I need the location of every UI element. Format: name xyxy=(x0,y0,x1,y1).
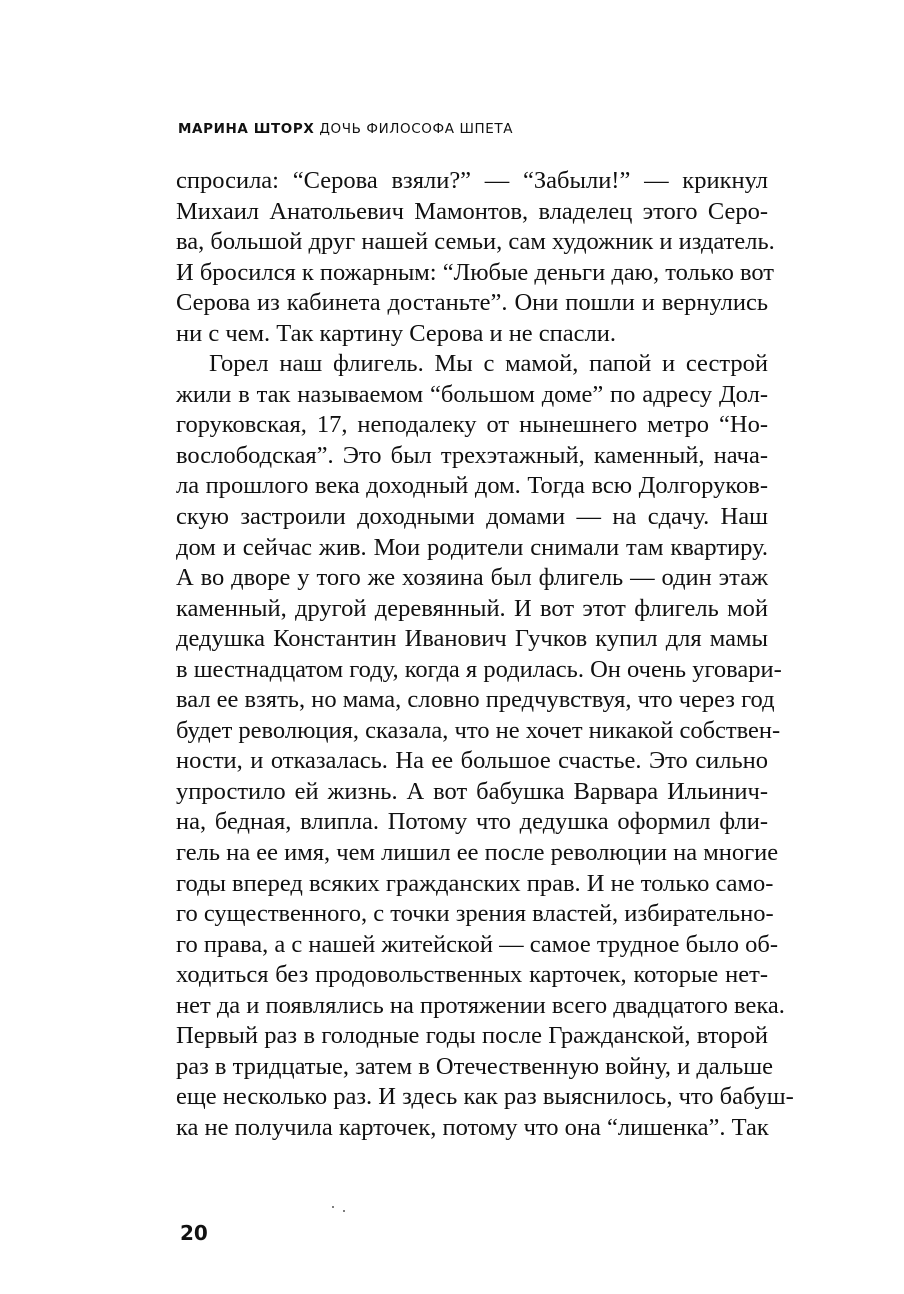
running-head xyxy=(178,121,513,137)
text-line: раз в тридцатые, затем в Отечественную войну, и дальше xyxy=(176,1052,774,1080)
text-line: нет да и появлялись на протяжении всего двадцатого века. xyxy=(176,991,785,1019)
text-line: ва, большой друг нашей семьи, сам художник и издатель. xyxy=(176,228,775,256)
text-line: ла прошлого века доходный дом. Тогда всю Долгоруков- xyxy=(176,472,768,500)
text-line: в шестнадцатом году, когда я родилась. Он очень уговари- xyxy=(176,655,782,683)
print-speck xyxy=(332,1206,334,1208)
text-line: каменный, другой деревянный. И вот этот флигель мой xyxy=(176,594,768,622)
text-line: гель на ее имя, чем лишил ее после революции на многие xyxy=(176,839,779,867)
text-line: горуковская, 17, неподалеку от нынешнего метро “Но- xyxy=(176,411,768,439)
text-line: ходиться без продовольственных карточек, которые нет- xyxy=(176,961,768,989)
page-number: 20 xyxy=(180,1221,208,1245)
text-line: вослободская”. Это был трехэтажный, каменный, нача- xyxy=(176,441,768,469)
text-line: А во дворе у того же хозяина был флигель — один этаж xyxy=(176,564,768,592)
text-line: Михаил Анатольевич Мамонтов, владелец этого Серо- xyxy=(176,197,768,225)
text-line: годы вперед всяких гражданских прав. И не только само- xyxy=(176,869,774,897)
text-line: будет революция, сказала, что не хочет никакой собствен- xyxy=(176,716,781,744)
text-line: Горел наш флигель. Мы с мамой, папой и сестрой xyxy=(209,350,768,378)
running-head-title: ДОЧЬ ФИЛОСОФА ШПЕТА xyxy=(319,121,514,137)
text-line: Первый раз в голодные годы после Гражданской, второй xyxy=(176,1022,768,1050)
text-line: го существенного, с точки зрения властей, избирательно- xyxy=(176,900,774,928)
text-line: Серова из кабинета достаньте”. Они пошли и вернулись xyxy=(176,289,768,317)
text-line: го права, а с нашей житейской — самое трудное было об- xyxy=(176,930,779,958)
body-text xyxy=(176,166,794,1144)
text-line: жили в так называемом “большом доме” по адресу Дол- xyxy=(176,380,768,408)
text-line: на, бедная, влипла. Потому что дедушка оформил фли- xyxy=(176,808,768,836)
text-line: спросила: “Серова взяли?” — “Забыли!” — крикнул xyxy=(176,167,768,194)
text-line: ка не получила карточек, потому что она “лишенка”. Так xyxy=(176,1113,769,1141)
text-line: вал ее взять, но мама, словно предчувствуя, что через год xyxy=(176,686,775,714)
text-line: дом и сейчас жив. Мои родители снимали там квартиру. xyxy=(176,533,768,561)
text-line: упростило ей жизнь. А вот бабушка Варвара Ильинич- xyxy=(176,777,768,805)
print-speck xyxy=(343,1210,345,1212)
text-line: ни с чем. Так картину Серова и не спасли. xyxy=(176,319,616,347)
text-line: И бросился к пожарным: “Любые деньги даю, только вот xyxy=(176,258,775,286)
running-head-author: МАРИНА ШТОРХ xyxy=(178,121,315,137)
text-line: дедушка Константин Иванович Гучков купил для мамы xyxy=(176,625,768,653)
text-line: ности, и отказалась. На ее большое счастье. Это сильно xyxy=(176,747,768,775)
text-line: скую застроили доходными домами — на сдачу. Наш xyxy=(176,503,768,531)
text-line: еще несколько раз. И здесь как раз выяснилось, что бабуш- xyxy=(176,1083,794,1111)
